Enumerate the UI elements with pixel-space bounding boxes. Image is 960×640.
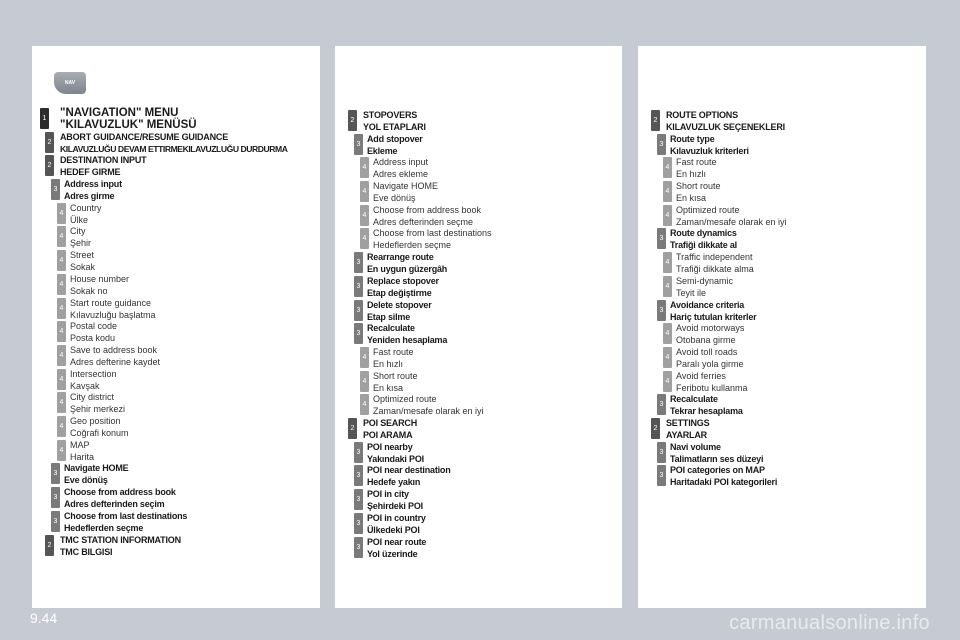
level-badge: 4 bbox=[57, 321, 66, 342]
level-badge: 3 bbox=[354, 134, 363, 155]
entry-label-tr: Feribotu kullanma bbox=[676, 382, 748, 393]
entry-label-tr: POI ARAMA bbox=[363, 429, 413, 440]
entry-label-tr: KILAVUZLUK SEÇENEKLERI bbox=[666, 121, 785, 132]
entry-label-en: ROUTE OPTIONS bbox=[666, 110, 738, 120]
entry-label-en: STOPOVERS bbox=[363, 110, 418, 120]
watermark: carmanualsonline.info bbox=[729, 612, 930, 634]
level-badge: 4 bbox=[663, 181, 672, 202]
entry-label-tr: Kavşak bbox=[70, 380, 100, 391]
menu-panel-right bbox=[638, 46, 926, 608]
menu-entry-level-4 bbox=[32, 250, 320, 272]
entry-label-en: City district bbox=[70, 392, 115, 402]
entry-label-en: Postal code bbox=[70, 321, 118, 331]
entry-label-tr: Hedeflerden seçme bbox=[64, 522, 144, 533]
menu-entry-level-4 bbox=[638, 252, 926, 274]
level-badge: 3 bbox=[354, 323, 363, 344]
entry-label-tr: Şehir bbox=[70, 237, 92, 248]
entry-label-en: Avoid toll roads bbox=[676, 347, 738, 357]
level-badge: 3 bbox=[354, 537, 363, 558]
level-badge: 3 bbox=[354, 513, 363, 534]
menu-entry-level-1 bbox=[32, 108, 320, 130]
entry-label-tr: Zaman/mesafe olarak en iyi bbox=[676, 216, 787, 227]
level-badge: 3 bbox=[657, 394, 666, 415]
entry-label-en: POI in city bbox=[367, 489, 409, 499]
entry-label-tr: Eve dönüş bbox=[64, 474, 108, 485]
entry-label-en: Short route bbox=[373, 371, 418, 381]
entry-label-tr: Posta kodu bbox=[70, 332, 116, 343]
entry-label-tr: Adres defterine kaydet bbox=[70, 356, 161, 367]
entry-label-en: ABORT GUIDANCE/RESUME GUIDANCE bbox=[60, 132, 229, 142]
entry-label-en: Address input bbox=[373, 157, 429, 167]
entry-label-en: Recalculate bbox=[670, 394, 718, 404]
entry-label-tr: Harita bbox=[70, 451, 95, 462]
menu-entry-level-3 bbox=[638, 228, 926, 250]
entry-label-en: Fast route bbox=[676, 157, 717, 167]
entry-label-en: Navigate HOME bbox=[373, 181, 439, 191]
entry-label-en: Choose from address book bbox=[64, 487, 176, 497]
menu-entry-level-4 bbox=[32, 226, 320, 248]
menu-entry-level-4 bbox=[32, 203, 320, 225]
level-badge: 4 bbox=[663, 347, 672, 368]
menu-entry-level-3 bbox=[335, 276, 622, 298]
entry-label-tr: En hızlı bbox=[676, 168, 707, 179]
menu-entry-level-4 bbox=[335, 371, 622, 393]
menu-entry-level-3 bbox=[638, 465, 926, 487]
entry-label-tr: Yol üzerinde bbox=[367, 548, 418, 559]
entry-label-tr: Trafiği dikkate alma bbox=[676, 263, 754, 274]
level-badge: 4 bbox=[57, 203, 66, 224]
menu-entry-level-3 bbox=[335, 134, 622, 156]
nav-button-icon: NAV bbox=[54, 72, 86, 94]
level-badge: 4 bbox=[57, 440, 66, 461]
menu-entry-level-4 bbox=[32, 416, 320, 438]
entry-label-en: TMC STATION INFORMATION bbox=[60, 535, 181, 545]
entry-label-en: Address input bbox=[64, 179, 122, 189]
entry-label-tr: Zaman/mesafe olarak en iyi bbox=[373, 405, 484, 416]
level-badge: 3 bbox=[354, 489, 363, 510]
entry-label-tr: HEDEF GIRME bbox=[60, 166, 121, 177]
menu-entry-level-4 bbox=[335, 157, 622, 179]
menu-entry-level-4 bbox=[335, 205, 622, 227]
menu-entry-level-4 bbox=[32, 345, 320, 367]
entry-label-en: Delete stopover bbox=[367, 300, 432, 310]
entry-label-tr: Tekrar hesaplama bbox=[670, 405, 743, 416]
entry-label-tr: Yakındaki POI bbox=[367, 453, 424, 464]
entry-label-en: Route type bbox=[670, 134, 715, 144]
entry-label-tr: Otobana girme bbox=[676, 334, 736, 345]
level-badge: 2 bbox=[45, 132, 54, 153]
entry-label-tr: Hedefe yakın bbox=[367, 476, 421, 487]
entry-label-en: POI nearby bbox=[367, 442, 413, 452]
level-badge: 3 bbox=[354, 442, 363, 463]
level-badge: 3 bbox=[51, 463, 60, 484]
menu-entry-level-3 bbox=[335, 537, 622, 559]
entry-label-tr: Etap silme bbox=[367, 311, 411, 322]
level-badge: 4 bbox=[360, 371, 369, 392]
entry-label-en: Replace stopover bbox=[367, 276, 439, 286]
level-badge: 3 bbox=[51, 511, 60, 532]
menu-entry-level-4 bbox=[638, 323, 926, 345]
entry-label-tr: Ülke bbox=[70, 214, 89, 225]
entry-label-en: MAP bbox=[70, 440, 90, 450]
menu-entry-level-4 bbox=[32, 440, 320, 462]
entry-label-en: Recalculate bbox=[367, 323, 415, 333]
menu-entry-level-3 bbox=[335, 300, 622, 322]
level-badge: 1 bbox=[40, 108, 49, 129]
entry-label-en: Optimized route bbox=[373, 394, 437, 404]
menu-entry-level-4 bbox=[32, 298, 320, 320]
entry-label-en: POI near destination bbox=[367, 465, 451, 475]
entry-label-tr: En kısa bbox=[373, 382, 404, 393]
entry-label-tr: YOL ETAPLARI bbox=[363, 121, 426, 132]
entry-label-tr: TMC BILGISI bbox=[60, 546, 113, 557]
page-number: 9.44 bbox=[30, 610, 58, 626]
entry-label-tr: Adres girme bbox=[64, 190, 115, 201]
entry-label-en: Choose from last destinations bbox=[64, 511, 188, 521]
entry-label-tr: En hızlı bbox=[373, 358, 404, 369]
menu-panel-left bbox=[32, 46, 320, 608]
level-badge: 2 bbox=[348, 110, 357, 131]
menu-entry-level-4 bbox=[638, 371, 926, 393]
menu-entry-level-4 bbox=[32, 392, 320, 414]
menu-entry-level-3 bbox=[638, 134, 926, 156]
entry-label-en: House number bbox=[70, 274, 130, 284]
entry-label-tr: Adres defterinden seçme bbox=[373, 216, 474, 227]
level-badge: 3 bbox=[354, 276, 363, 297]
level-badge: 3 bbox=[51, 179, 60, 200]
level-badge: 3 bbox=[657, 465, 666, 486]
entry-label-tr: En kısa bbox=[676, 192, 707, 203]
entry-label-en: Optimized route bbox=[676, 205, 740, 215]
level-badge: 3 bbox=[51, 487, 60, 508]
menu-entry-level-3 bbox=[32, 463, 320, 485]
entry-label-en: Choose from address book bbox=[373, 205, 482, 215]
menu-entry-level-4 bbox=[638, 276, 926, 298]
entry-label-tr: Teyit ile bbox=[676, 287, 707, 298]
entry-label-tr: Hedeflerden seçme bbox=[373, 239, 452, 250]
menu-entry-level-3 bbox=[638, 394, 926, 416]
entry-label-en: Intersection bbox=[70, 369, 117, 379]
entry-label-en: Navi volume bbox=[670, 442, 721, 452]
entry-label-en: Short route bbox=[676, 181, 721, 191]
level-badge: 4 bbox=[360, 181, 369, 202]
level-badge: 4 bbox=[663, 371, 672, 392]
entry-label-tr: Yeniden hesaplama bbox=[367, 334, 448, 345]
entry-label-en: Save to address book bbox=[70, 345, 158, 355]
menu-entry-level-3 bbox=[32, 487, 320, 509]
entry-label-en: Fast route bbox=[373, 347, 414, 357]
level-badge: 4 bbox=[360, 347, 369, 368]
level-badge: 4 bbox=[360, 205, 369, 226]
level-badge: 4 bbox=[57, 416, 66, 437]
entry-label-tr: Sokak bbox=[70, 261, 96, 272]
entry-label-tr: KILAVUZLUĞU DEVAM ETTIRMEKILAVUZLUĞU DURDURMA bbox=[60, 143, 288, 154]
level-badge: 2 bbox=[45, 155, 54, 176]
level-badge: 2 bbox=[651, 418, 660, 439]
entry-label-en: Geo position bbox=[70, 416, 121, 426]
level-badge: 3 bbox=[354, 465, 363, 486]
menu-entry-level-3 bbox=[335, 323, 622, 345]
entry-label-tr: Eve dönüş bbox=[373, 192, 416, 203]
entry-label-en: Add stopover bbox=[367, 134, 423, 144]
entry-label-en: Traffic independent bbox=[676, 252, 753, 262]
entry-label-en: POI categories on MAP bbox=[670, 465, 765, 475]
menu-panel-middle bbox=[335, 46, 622, 608]
menu-entry-level-4 bbox=[32, 274, 320, 296]
entry-label-en: "NAVIGATION" MENU bbox=[60, 107, 179, 119]
menu-entry-level-2 bbox=[32, 155, 320, 177]
level-badge: 3 bbox=[354, 300, 363, 321]
level-badge: 4 bbox=[57, 274, 66, 295]
level-badge: 2 bbox=[348, 418, 357, 439]
entry-label-en: Street bbox=[70, 250, 95, 260]
menu-entry-level-2 bbox=[32, 132, 320, 154]
level-badge: 4 bbox=[57, 345, 66, 366]
level-badge: 3 bbox=[657, 134, 666, 155]
level-badge: 4 bbox=[57, 369, 66, 390]
menu-entry-level-2 bbox=[32, 535, 320, 557]
level-badge: 4 bbox=[360, 228, 369, 249]
level-badge: 4 bbox=[57, 250, 66, 271]
entry-label-tr: Talimatların ses düzeyi bbox=[670, 453, 764, 464]
entry-label-tr: Şehirdeki POI bbox=[367, 500, 423, 511]
entry-label-tr: Coğrafi konum bbox=[70, 427, 129, 438]
level-badge: 3 bbox=[354, 252, 363, 273]
menu-entry-level-3 bbox=[32, 179, 320, 201]
entry-label-en: Choose from last destinations bbox=[373, 228, 492, 238]
menu-entry-level-4 bbox=[638, 347, 926, 369]
menu-entry-level-4 bbox=[638, 181, 926, 203]
level-badge: 2 bbox=[45, 535, 54, 556]
menu-entry-level-2 bbox=[638, 418, 926, 440]
entry-label-tr: Paralı yola girme bbox=[676, 358, 744, 369]
entry-label-en: Avoidance criteria bbox=[670, 300, 745, 310]
entry-label-tr: Kılavuzluk kriterleri bbox=[670, 145, 749, 156]
menu-entry-level-3 bbox=[335, 252, 622, 274]
level-badge: 4 bbox=[57, 392, 66, 413]
level-badge: 4 bbox=[360, 394, 369, 415]
menu-entry-level-3 bbox=[335, 465, 622, 487]
level-badge: 4 bbox=[663, 205, 672, 226]
menu-entry-level-4 bbox=[335, 394, 622, 416]
level-badge: 4 bbox=[57, 298, 66, 319]
menu-entry-level-3 bbox=[638, 300, 926, 322]
menu-entry-level-4 bbox=[335, 228, 622, 250]
level-badge: 4 bbox=[663, 157, 672, 178]
entry-label-en: Country bbox=[70, 203, 102, 213]
entry-label-en: Route dynamics bbox=[670, 228, 737, 238]
entry-label-en: DESTINATION INPUT bbox=[60, 155, 147, 165]
entry-label-en: City bbox=[70, 226, 86, 236]
entry-label-tr: Haritadaki POI kategorileri bbox=[670, 476, 778, 487]
entry-label-tr: AYARLAR bbox=[666, 429, 707, 440]
entry-label-tr: Ülkedeki POI bbox=[367, 524, 420, 535]
entry-label-tr: Hariç tutulan kriterler bbox=[670, 311, 757, 322]
menu-entry-level-4 bbox=[638, 205, 926, 227]
entry-label-tr: En uygun güzergâh bbox=[367, 263, 448, 274]
entry-label-en: SETTINGS bbox=[666, 418, 710, 428]
level-badge: 2 bbox=[651, 110, 660, 131]
entry-label-tr: Adres ekleme bbox=[373, 168, 429, 179]
entry-label-en: POI SEARCH bbox=[363, 418, 418, 428]
entry-label-en: POI in country bbox=[367, 513, 426, 523]
entry-label-tr: Ekleme bbox=[367, 145, 398, 156]
level-badge: 3 bbox=[657, 300, 666, 321]
entry-label-tr: Sokak no bbox=[70, 285, 108, 296]
menu-entry-level-2 bbox=[335, 418, 622, 440]
level-badge: 3 bbox=[657, 228, 666, 249]
entry-label-en: Start route guidance bbox=[70, 298, 152, 308]
entry-label-en: POI near route bbox=[367, 537, 427, 547]
level-badge: 4 bbox=[663, 276, 672, 297]
menu-entry-level-3 bbox=[335, 442, 622, 464]
menu-entry-level-4 bbox=[638, 157, 926, 179]
entry-label-en: Semi-dynamic bbox=[676, 276, 734, 286]
entry-label-en: Avoid motorways bbox=[676, 323, 745, 333]
level-badge: 3 bbox=[657, 442, 666, 463]
menu-entry-level-3 bbox=[335, 513, 622, 535]
menu-entry-level-4 bbox=[32, 369, 320, 391]
menu-entry-level-3 bbox=[638, 442, 926, 464]
menu-entry-level-3 bbox=[335, 489, 622, 511]
level-badge: 4 bbox=[360, 157, 369, 178]
level-badge: 4 bbox=[57, 226, 66, 247]
entry-label-en: Rearrange route bbox=[367, 252, 434, 262]
menu-entry-level-4 bbox=[32, 321, 320, 343]
menu-entry-level-4 bbox=[335, 347, 622, 369]
entry-label-tr: Etap değiştirme bbox=[367, 287, 432, 298]
entry-label-en: Navigate HOME bbox=[64, 463, 129, 473]
menu-entry-level-4 bbox=[335, 181, 622, 203]
menu-entry-level-3 bbox=[32, 511, 320, 533]
menu-entry-level-2 bbox=[638, 110, 926, 132]
menu-entry-level-2 bbox=[335, 110, 622, 132]
entry-label-tr: Şehir merkezi bbox=[70, 403, 126, 414]
entry-label-tr: Kılavuzluğu başlatma bbox=[70, 309, 156, 320]
level-badge: 4 bbox=[663, 323, 672, 344]
entry-label-tr: Trafiği dikkate al bbox=[670, 239, 737, 250]
entry-label-tr: "KILAVUZLUK" MENÜSÜ bbox=[60, 119, 197, 131]
entry-label-en: Avoid ferries bbox=[676, 371, 726, 381]
entry-label-tr: Adres defterinden seçim bbox=[64, 498, 165, 509]
level-badge: 4 bbox=[663, 252, 672, 273]
